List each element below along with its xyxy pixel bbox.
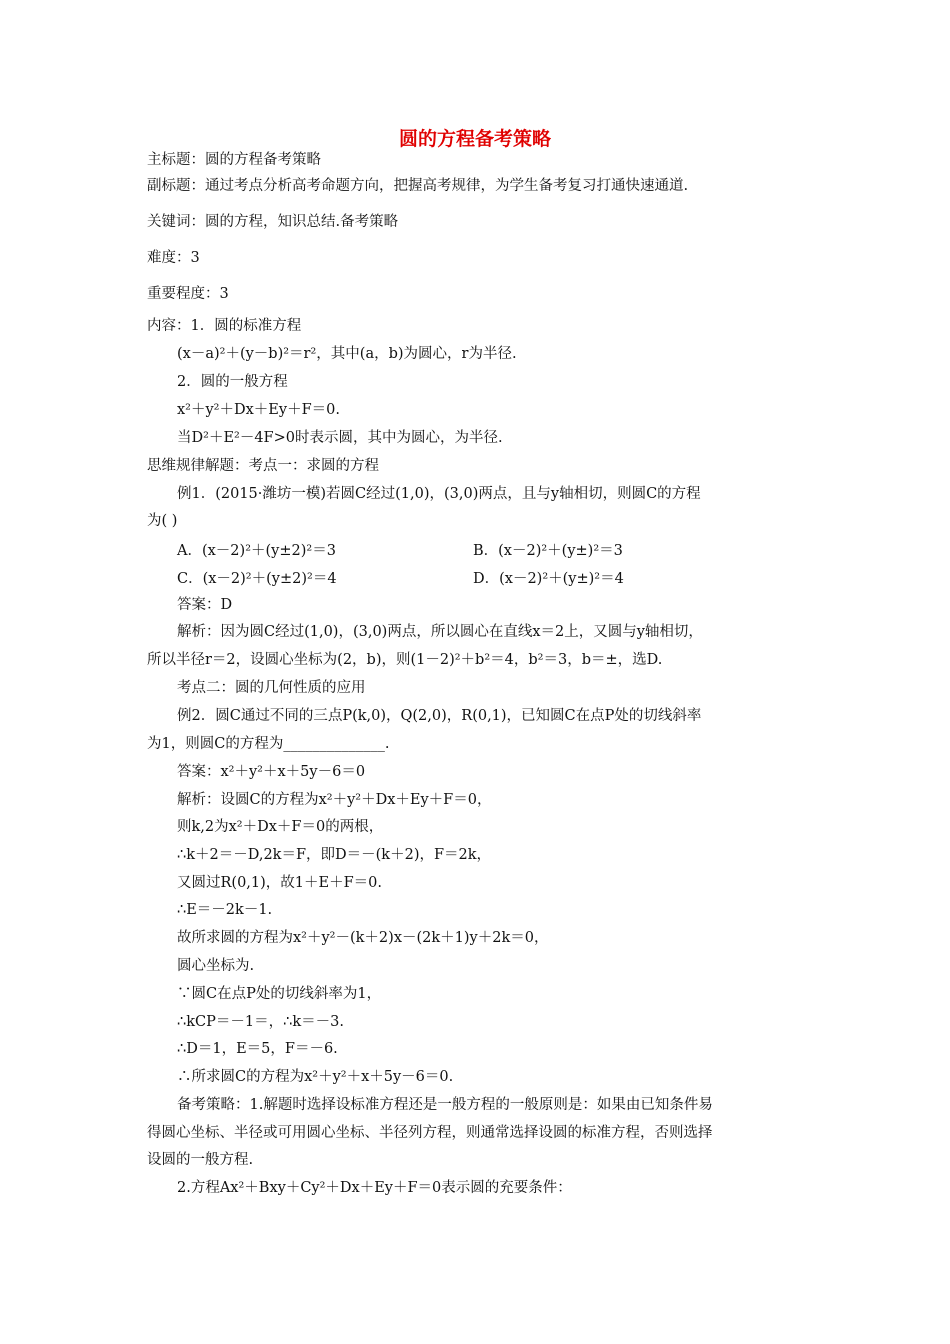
strategy-line-1: 备考策略：1.解题时选择设标准方程还是一般方程的一般原则是：如果由已知条件易 xyxy=(177,1097,713,1113)
difficulty-line: 难度：3 xyxy=(147,250,200,266)
topic-two-heading: 考点二：圆的几何性质的应用 xyxy=(177,680,366,696)
option-a: A．(x－2)²＋(y±2)²＝3 xyxy=(177,543,336,559)
analysis-step-4: 又圆过R(0,1)，故1＋E＋F＝0. xyxy=(177,875,382,891)
analysis-step-6: 故所求圆的方程为x²＋y²－(k＋2)x－(2k＋1)y＋2k＝0， xyxy=(177,930,549,946)
content-line: 内容：1．圆的标准方程 xyxy=(147,318,302,334)
analysis-step-1: 解析：设圆C的方程为x²＋y²＋Dx＋Ey＋F＝0， xyxy=(177,792,492,808)
analysis-step-10: ∴D＝1，E＝5，F＝－6. xyxy=(177,1041,338,1057)
example-one-answer: 答案：D xyxy=(177,597,233,613)
example-one-question-cont: 为( ) xyxy=(147,513,178,529)
example-two-question-cont: 为1，则圆C的方程为______________. xyxy=(147,736,390,752)
example-two-answer: 答案：x²＋y²＋x＋5y－6＝0 xyxy=(177,764,366,780)
analysis-step-7: 圆心坐标为. xyxy=(177,958,255,974)
general-equation-heading: 2．圆的一般方程 xyxy=(177,374,288,390)
option-b: B．(x－2)²＋(y±)²＝3 xyxy=(473,543,623,559)
example-one-question: 例1．(2015·潍坊一模)若圆C经过(1,0)，(3,0)两点，且与y轴相切，则圆C的方程 xyxy=(177,486,701,502)
importance-line: 重要程度：3 xyxy=(147,286,229,302)
page-title: 圆的方程备考策略 xyxy=(398,128,551,150)
analysis-step-9: ∴kCP＝－1＝，∴k＝－3. xyxy=(177,1014,344,1030)
option-d: D．(x－2)²＋(y±)²＝4 xyxy=(473,571,624,587)
analysis-step-3: ∴k＋2＝－D,2k＝F，即D＝－(k＋2)，F＝2k， xyxy=(177,847,492,863)
analysis-step-8: ∵圆C在点P处的切线斜率为1， xyxy=(177,986,382,1002)
strategy-line-2: 得圆心坐标、半径或可用圆心坐标、半径列方程，则通常选择设圆的标准方程，否则选择 xyxy=(147,1125,713,1141)
option-c: C．(x－2)²＋(y±2)²＝4 xyxy=(177,571,337,587)
general-condition: 当D²＋E²－4F>0时表示圆，其中为圆心，为半径. xyxy=(177,430,503,446)
analysis-step-2: 则k,2为x²＋Dx＋F＝0的两根， xyxy=(177,819,384,835)
example-one-analysis-cont: 所以半径r＝2，设圆心坐标为(2，b)，则(1－2)²＋b²＝4，b²＝3，b＝±，选D. xyxy=(147,652,663,668)
general-equation: x²＋y²＋Dx＋Ey＋F＝0. xyxy=(177,402,340,418)
strategy-line-3: 设圆的一般方程. xyxy=(147,1152,254,1168)
standard-equation: (x－a)²＋(y－b)²＝r²，其中(a，b)为圆心，r为半径. xyxy=(177,346,517,362)
example-one-analysis: 解析：因为圆C经过(1,0)，(3,0)两点，所以圆心在直线x＝2上，又圆与y轴相切， xyxy=(177,624,703,640)
example-two-question: 例2．圆C通过不同的三点P(k,0)，Q(2,0)，R(0,1)，已知圆C在点P处的切线斜率 xyxy=(177,708,702,724)
subtitle-line: 副标题：通过考点分析高考命题方向，把握高考规律，为学生备考复习打通快速通道. xyxy=(147,178,689,194)
strategy-line-4: 2.方程Ax²＋Bxy＋Cy²＋Dx＋Ey＋F＝0表示圆的充要条件： xyxy=(177,1180,572,1196)
analysis-step-5: ∴E＝－2k－1. xyxy=(177,902,273,918)
analysis-step-11: ∴所求圆C的方程为x²＋y²＋x＋5y－6＝0. xyxy=(177,1069,454,1085)
keywords-line: 关键词：圆的方程，知识总结.备考策略 xyxy=(147,214,399,230)
topic-one-heading: 思维规律解题：考点一：求圆的方程 xyxy=(147,458,379,474)
main-title-line: 主标题：圆的方程备考策略 xyxy=(147,152,321,168)
